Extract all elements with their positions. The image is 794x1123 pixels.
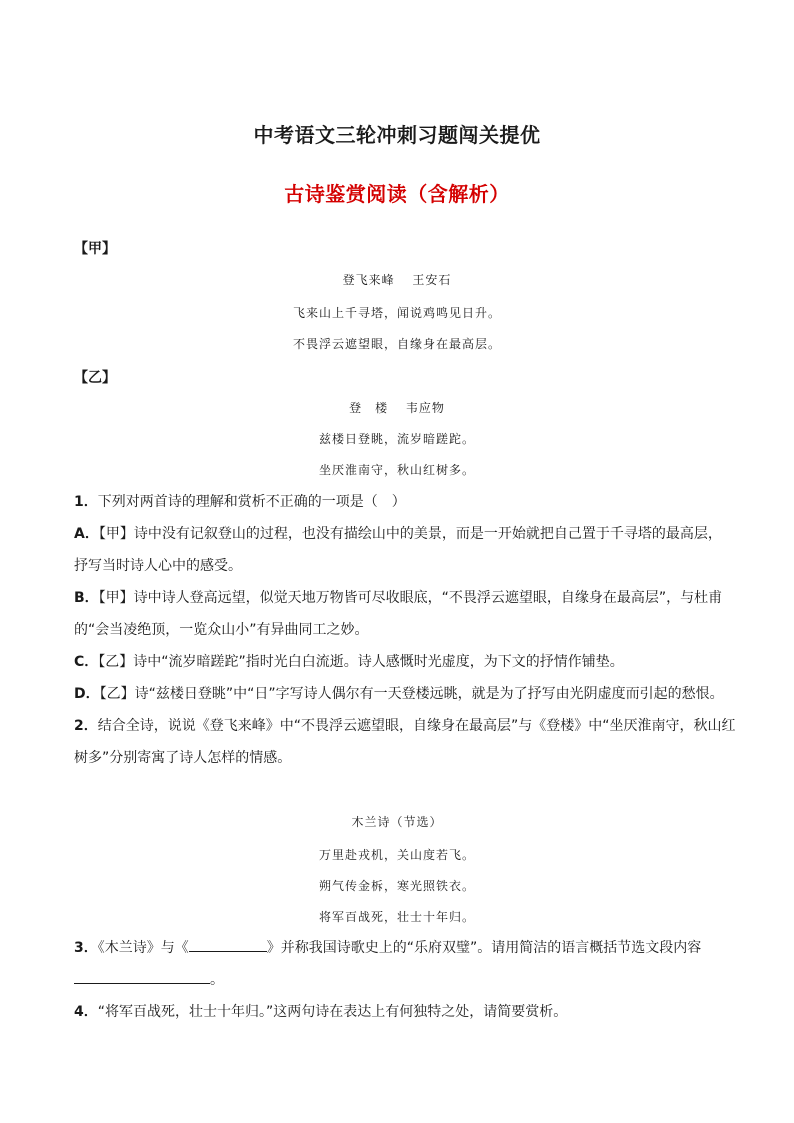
question-1-option-a-cont: 抒写当时诗人心中的感受。 [74, 558, 242, 574]
option-c-text: 【乙】诗中“流岁暗蹉跎”指时光白白流逝。诗人感慨时光虚度，为下文的抒情作铺垫。 [98, 654, 624, 670]
option-a-letter: A． [74, 526, 99, 542]
question-1-option-a [74, 518, 734, 550]
option-b-text-1: 【甲】诗中诗人登高远望，似觉天地万物皆可尽收眼底，“不畏浮云遮望眼，自缘身在最高层”，与杜甫 [98, 590, 723, 606]
poem-yi-line-2: 坐厌淮南守，秋山红树多。 [318, 463, 475, 477]
page-title: 中考语文三轮冲刺习题闯关提优 [253, 123, 541, 147]
question-4 [74, 996, 734, 1028]
poem-mulan-line-1: 万里赴戎机，关山度若飞。 [318, 848, 475, 862]
question-3 [74, 932, 734, 964]
poem-jia-line-2: 不畏浮云遮望眼，自缘身在最高层。 [292, 337, 501, 351]
answer-blank-1[interactable] [189, 937, 267, 952]
question-2-text-1: 结合全诗，说说《登飞来峰》中“不畏浮云遮望眼，自缘身在最高层”与《登楼》中“坐厌淮南守，秋山红 [97, 718, 736, 734]
question-2 [74, 710, 734, 742]
question-1 [74, 486, 734, 518]
question-3-post: 》并称我国诗歌史上的“乐府双璧”。请用简洁的语言概括节选文段内容 [266, 940, 702, 956]
poem-yi-label: 【乙】 [74, 370, 116, 386]
poem-jia-line-1: 飞来山上千寻塔，闻说鸡鸣见日升。 [292, 306, 501, 320]
question-3-number: 3． [74, 940, 98, 956]
option-d-text: 【乙】诗“兹楼日登眺”中“日”字写诗人偶尔有一天登楼远眺，就是为了抒写由光阴虚度而引起的愁恨。 [99, 686, 724, 702]
question-4-text: “将军百战死，壮士十年归。”这两句诗在表达上有何独特之处，请简要赏析。 [97, 1004, 568, 1020]
option-a-text-1: 【甲】诗中没有记叙登山的过程，也没有描绘山中的美景，而是一开始就把自己置于千寻塔的最高层， [98, 526, 722, 542]
question-3-end: 。 [210, 972, 224, 988]
question-3-pre: 《木兰诗》与《 [97, 940, 189, 956]
poem-mulan-line-2: 朔气传金柝，寒光照铁衣。 [318, 879, 475, 893]
page-subtitle: 古诗鉴赏阅读（含解析） [284, 182, 510, 206]
question-1-stem: 下列对两首诗的理解和赏析不正确的一项是（ ） [97, 494, 406, 510]
question-1-option-d [74, 678, 734, 710]
option-b-letter: B． [74, 590, 99, 606]
question-2-cont: 树多”分别寄寓了诗人怎样的情感。 [74, 750, 292, 766]
question-2-number: 2． [74, 718, 98, 734]
poem-mulan-line-3: 将军百战死，壮士十年归。 [318, 910, 475, 924]
poem-jia-label: 【甲】 [74, 241, 116, 257]
question-1-option-b-cont: 的“会当凌绝顶，一览众山小”有异曲同工之妙。 [74, 622, 369, 638]
answer-blank-2[interactable] [74, 969, 210, 984]
poem-yi-title: 登 楼 韦应物 [349, 401, 445, 415]
poem-jia-title: 登飞来峰 王安石 [342, 273, 452, 287]
option-d-letter: D． [74, 686, 100, 702]
question-1-number: 1． [74, 494, 98, 510]
question-1-option-b [74, 582, 734, 614]
question-3-cont [74, 964, 734, 996]
option-c-letter: C． [74, 654, 99, 670]
question-1-option-c [74, 646, 734, 678]
poem-yi-line-1: 兹楼日登眺，流岁暗蹉跎。 [318, 432, 475, 446]
question-4-number: 4． [74, 1004, 98, 1020]
poem-mulan-title: 木兰诗（节选） [351, 815, 443, 829]
